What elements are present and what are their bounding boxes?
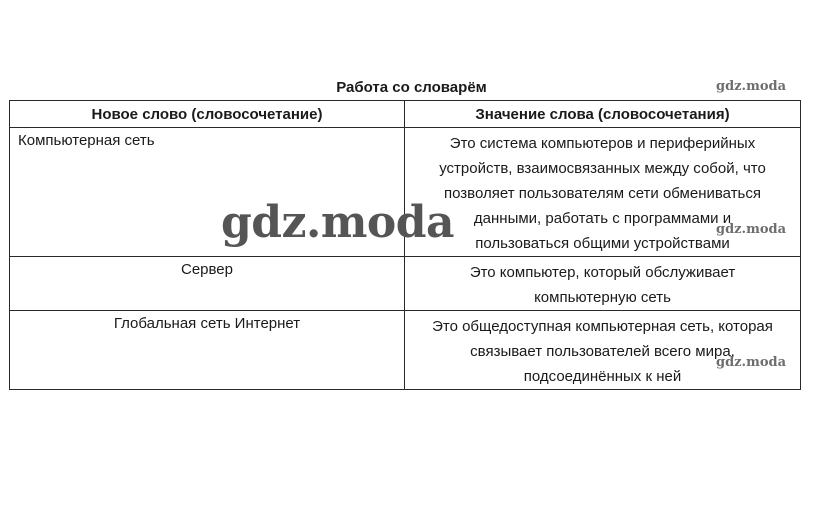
term-cell: [10, 311, 405, 390]
watermark-small: gdz.moda: [716, 355, 787, 370]
meaning-line: подсоединённых к ней: [523, 368, 682, 385]
term-text: Компьютерная сеть: [18, 132, 155, 149]
meaning-cell: [405, 257, 801, 311]
meaning-line: компьютерную сеть: [534, 289, 671, 306]
meaning-line: Это общедоступная компьютерная сеть, которая: [432, 318, 773, 335]
meaning-line: Это компьютер, который обслуживает: [469, 264, 736, 281]
header-meaning: Значение слова (словосочетания): [405, 101, 801, 128]
term-text: Сервер: [180, 261, 233, 278]
meaning-line: данными, работать с программами и: [473, 210, 732, 227]
watermark-large: gdz.moda: [221, 197, 455, 248]
term-cell: [10, 257, 405, 311]
header-new-word: Новое слово (словосочетание): [10, 101, 405, 128]
page-title: Работа со словарём: [336, 79, 487, 96]
meaning-text: [405, 311, 800, 389]
table-row: [10, 311, 801, 390]
meaning-text: [405, 257, 800, 310]
term-text: Глобальная сеть Интернет: [113, 315, 301, 332]
meaning-line: Это система компьютеров и периферийных: [449, 135, 756, 152]
meaning-cell: [405, 128, 801, 257]
meaning-line: пользоваться общими устройствами: [475, 235, 730, 252]
watermark-small: gdz.moda: [716, 79, 787, 94]
meaning-line: позволяет пользователям сети обмениваться: [443, 185, 761, 202]
table-row: [10, 257, 801, 311]
watermark-small: gdz.moda: [716, 222, 787, 237]
table-header-row: [10, 101, 801, 128]
meaning-cell: [405, 311, 801, 390]
meaning-line: устройств, взаимосвязанных между собой, что: [439, 160, 766, 177]
meaning-line: связывает пользователей всего мира,: [470, 343, 735, 360]
